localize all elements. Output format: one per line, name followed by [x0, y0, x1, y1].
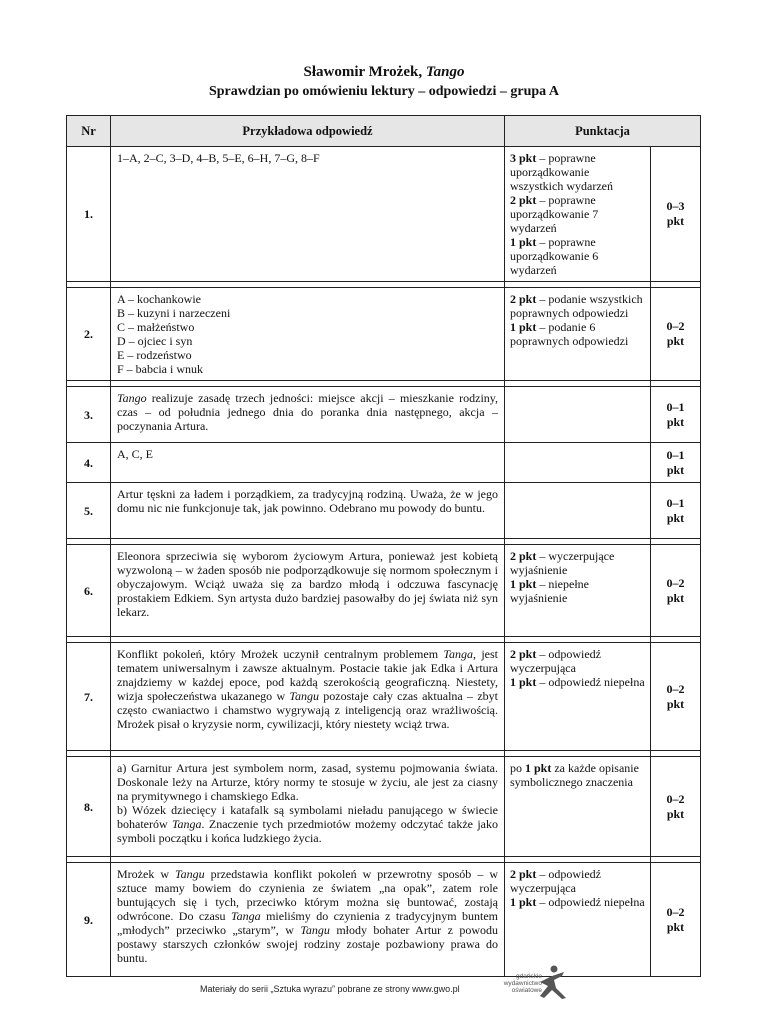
- scoring-criteria-cell: [505, 387, 651, 443]
- points-range: 0–3: [666, 199, 685, 213]
- header-answer: Przykładowa odpowiedź: [111, 116, 505, 147]
- answer-line: a) Garnitur Artura jest symbolem norm, zasad, systemu pojmowania świata. Doskonale leży na Arturze, który normy te stosuje w życiu, ale jest za ciasny na prymitywnego i chamskiego Edka.: [117, 761, 498, 803]
- answer-cell: [111, 757, 505, 857]
- question-number: 6.: [67, 545, 111, 637]
- scoring-criteria-cell: [505, 863, 651, 977]
- criterion-text: – odpowiedź niepełna: [536, 895, 645, 909]
- answer-line: Konflikt pokoleń, który Mrożek uczynił centralnym problemem Tanga, jest tematem uniwersalnym i zawsze aktualnym. Postacie takie jak Edka i Artura znajdziemy w każdej epoce, pod każdą szerokością geograficzną. Niestety, wizja społeczeństwa ukazanego w Tangu pozostaje cały czas aktualna – zbyt często cwaniactwo i chamstwo wygrywają z inteligencją oraz wrażliwością. Mrożek pisał o kryzysie norm, cywilizacji, który niestety wciąż trwa.: [117, 647, 499, 731]
- scoring-criteria-cell: [505, 757, 651, 857]
- title-work: Tango: [425, 64, 465, 80]
- scoring-criterion: [510, 761, 639, 789]
- points-range: pkt: [666, 334, 685, 348]
- points-label: 2 pkt: [510, 193, 537, 207]
- answer-cell: [111, 147, 505, 282]
- table-header-row: [67, 116, 701, 147]
- question-number: 3.: [67, 387, 111, 443]
- points-range: 0–1: [666, 495, 685, 510]
- points-range-cell: [651, 757, 701, 857]
- criterion-text: – podanie wszystkich poprawnych odpowiedzi: [510, 292, 643, 320]
- table-row: [67, 757, 701, 857]
- answer-cell: [111, 863, 505, 977]
- points-range-cell: [651, 483, 701, 539]
- question-number: 5.: [67, 483, 111, 539]
- points-range: pkt: [666, 414, 685, 429]
- question-number: 8.: [67, 757, 111, 857]
- criterion-text: – podanie 6 poprawnych odpowiedzi: [510, 320, 629, 348]
- question-number: 1.: [67, 147, 111, 282]
- criterion-text: – wyczerpujące wyjaśnienie: [510, 549, 615, 577]
- points-label: 1 pkt: [510, 675, 537, 689]
- answer-line: Tango realizuje zasadę trzech jedności: miejsce akcji – mieszkanie rodziny, czas – od południa jednego dnia do poranka dnia następnego, akcja – poczynania Artura.: [117, 391, 498, 433]
- question-number: 9.: [67, 863, 111, 977]
- logo-line: oświatowe: [511, 987, 542, 994]
- points-label: 2 pkt: [510, 647, 537, 661]
- answer-line: C – małżeństwo: [117, 320, 195, 334]
- points-label: 2 pkt: [510, 867, 537, 881]
- table-row: [67, 545, 701, 637]
- table-row: [67, 147, 701, 282]
- points-label: 3 pkt: [510, 151, 537, 165]
- answer-line: B – kuzyni i narzeczeni: [117, 306, 231, 320]
- points-range: pkt: [666, 462, 685, 477]
- scoring-criteria-cell: [505, 545, 651, 637]
- answer-line: 1–A, 2–C, 3–D, 4–B, 5–E, 6–H, 7–G, 8–F: [117, 151, 320, 165]
- answer-key-table: [66, 115, 701, 977]
- answer-cell: [111, 443, 505, 483]
- answer-line: Eleonora sprzeciwia się wyborom życiowym Artura, ponieważ jest kobietą wyzwoloną – w żaden sposób nie podporządkowuje się normom społecznym i obyczajowym. Wciąż uważa się za bardzo młodą i odczuwa fascynację prostakiem Edkiem. Syn artysta dużo bardziej pasowałby do jej świata niż syn lekarz.: [117, 549, 498, 619]
- criterion-text: za każde opisanie symbolicznego znaczenia: [510, 761, 639, 789]
- points-label: 2 pkt: [510, 292, 537, 306]
- points-range: 0–2: [666, 575, 685, 590]
- points-range: 0–1: [666, 399, 685, 414]
- scoring-criterion: [510, 577, 645, 605]
- criterion-text: – odpowiedź wyczerpująca: [510, 647, 601, 675]
- answer-line: A – kochankowie: [117, 292, 201, 306]
- document-subtitle: Sprawdzian po omówieniu lektury – odpowiedzi – grupa A: [208, 84, 560, 99]
- criterion-text: – niepełne wyjaśnienie: [510, 577, 589, 605]
- scoring-criterion: [510, 895, 645, 909]
- points-range: pkt: [666, 214, 685, 228]
- scoring-criteria-cell: [505, 288, 651, 381]
- points-label: 1 pkt: [525, 761, 552, 775]
- gwo-figure-logo-icon: [532, 962, 572, 1002]
- points-range-cell: [651, 387, 701, 443]
- table-row: [67, 863, 701, 977]
- points-range-cell: [651, 288, 701, 381]
- points-range: 0–2: [666, 791, 685, 806]
- scoring-criterion: [510, 235, 645, 277]
- points-label: 1 pkt: [510, 320, 537, 334]
- points-range: pkt: [666, 590, 685, 605]
- header-score: Punktacja: [505, 116, 701, 147]
- logo-line: wydawnictwo: [503, 980, 542, 987]
- answer-cell: [111, 387, 505, 443]
- points-range-cell: [651, 443, 701, 483]
- criterion-text: po: [510, 761, 525, 775]
- points-range: 0–2: [666, 319, 685, 333]
- scoring-criterion: [510, 151, 645, 193]
- scoring-criteria-cell: [505, 147, 651, 282]
- scoring-criterion: [510, 761, 525, 775]
- table-row: [67, 483, 701, 539]
- answer-cell: [111, 288, 505, 381]
- scoring-criteria-cell: [505, 483, 651, 539]
- answer-cell: [111, 483, 505, 539]
- answer-cell: [111, 643, 505, 751]
- points-range-cell: [651, 643, 701, 751]
- answer-line: b) Wózek dziecięcy i katafalk są symbolami nieładu panującego w świecie bohaterów Tanga. Znaczenie tych przedmiotów możemy odczytać także jako symboli początku i końca ludzkiego życia.: [117, 803, 498, 845]
- answer-line: F – babcia i wnuk: [117, 362, 203, 376]
- points-range: pkt: [666, 806, 685, 821]
- scoring-criterion: [510, 867, 645, 895]
- points-range-cell: [651, 545, 701, 637]
- answer-line: Mrożek w Tangu przedstawia konflikt pokoleń w przewrotny sposób – w sztuce mamy bowiem do czynienia ze światem „na opak”, zatem role buntujących się i tych, przeciwko którym można się buntować, zostają odwrócone. Do czasu Tanga mieliśmy do czynienia z tradycyjnym buntem „młodych” przeciwko „starym”, w Tangu młody bohater Artur z powodu postawy starszych członków swojej rodziny zostaje pozbawiony prawa do buntu.: [117, 867, 499, 965]
- title-author: Sławomir Mrożek,: [303, 64, 423, 80]
- scoring-criterion: [510, 292, 645, 320]
- points-label: 1 pkt: [510, 577, 537, 591]
- answer-line: E – rodzeństwo: [117, 348, 192, 362]
- criterion-text: – poprawne uporządkowanie 7 wydarzeń: [510, 193, 599, 235]
- question-number: 7.: [67, 643, 111, 751]
- points-range: 0–2: [666, 681, 685, 696]
- points-range: 0–1: [666, 447, 685, 462]
- table-row: [67, 643, 701, 751]
- points-label: 1 pkt: [510, 235, 537, 249]
- table-row: [67, 387, 701, 443]
- question-number: 2.: [67, 288, 111, 381]
- answer-line: Artur tęskni za ładem i porządkiem, za tradycyjną rodziną. Uważa, że w jego domu nic nie funkcjonuje tak, jak powinno. Odebrano mu powody do buntu.: [117, 487, 498, 515]
- points-range-cell: [651, 147, 701, 282]
- points-label: 2 pkt: [510, 549, 537, 563]
- scoring-criterion: [510, 320, 645, 348]
- header-nr: Nr: [67, 116, 111, 147]
- points-range: pkt: [666, 919, 685, 934]
- answer-line: D – ojciec i syn: [117, 334, 193, 348]
- criterion-text: – odpowiedź wyczerpująca: [510, 867, 601, 895]
- scoring-criterion: [510, 549, 645, 577]
- footer-text: Materiały do serii „Sztuka wyrazu” pobrane ze strony www.gwo.pl: [200, 984, 460, 994]
- answer-cell: [111, 545, 505, 637]
- scoring-criteria-cell: [505, 643, 651, 751]
- criterion-text: – poprawne uporządkowanie 6 wydarzeń: [510, 235, 599, 277]
- scoring-criterion: [510, 675, 645, 689]
- points-range: pkt: [666, 696, 685, 711]
- logo-line: gdańskie: [515, 973, 542, 980]
- criterion-text: – odpowiedź niepełna: [536, 675, 645, 689]
- document-title: [0, 64, 768, 81]
- table-row: [67, 443, 701, 483]
- question-number: 4.: [67, 443, 111, 483]
- answer-line: A, C, E: [117, 447, 153, 461]
- scoring-criteria-cell: [505, 443, 651, 483]
- scoring-criterion: [510, 193, 645, 235]
- criterion-text: – poprawne uporządkowanie wszystkich wydarzeń: [510, 151, 613, 193]
- points-label: 1 pkt: [510, 895, 537, 909]
- points-range: 0–2: [666, 904, 685, 919]
- points-range-cell: [651, 863, 701, 977]
- points-range: pkt: [666, 510, 685, 525]
- scoring-criterion: [510, 647, 645, 675]
- table-row: [67, 288, 701, 381]
